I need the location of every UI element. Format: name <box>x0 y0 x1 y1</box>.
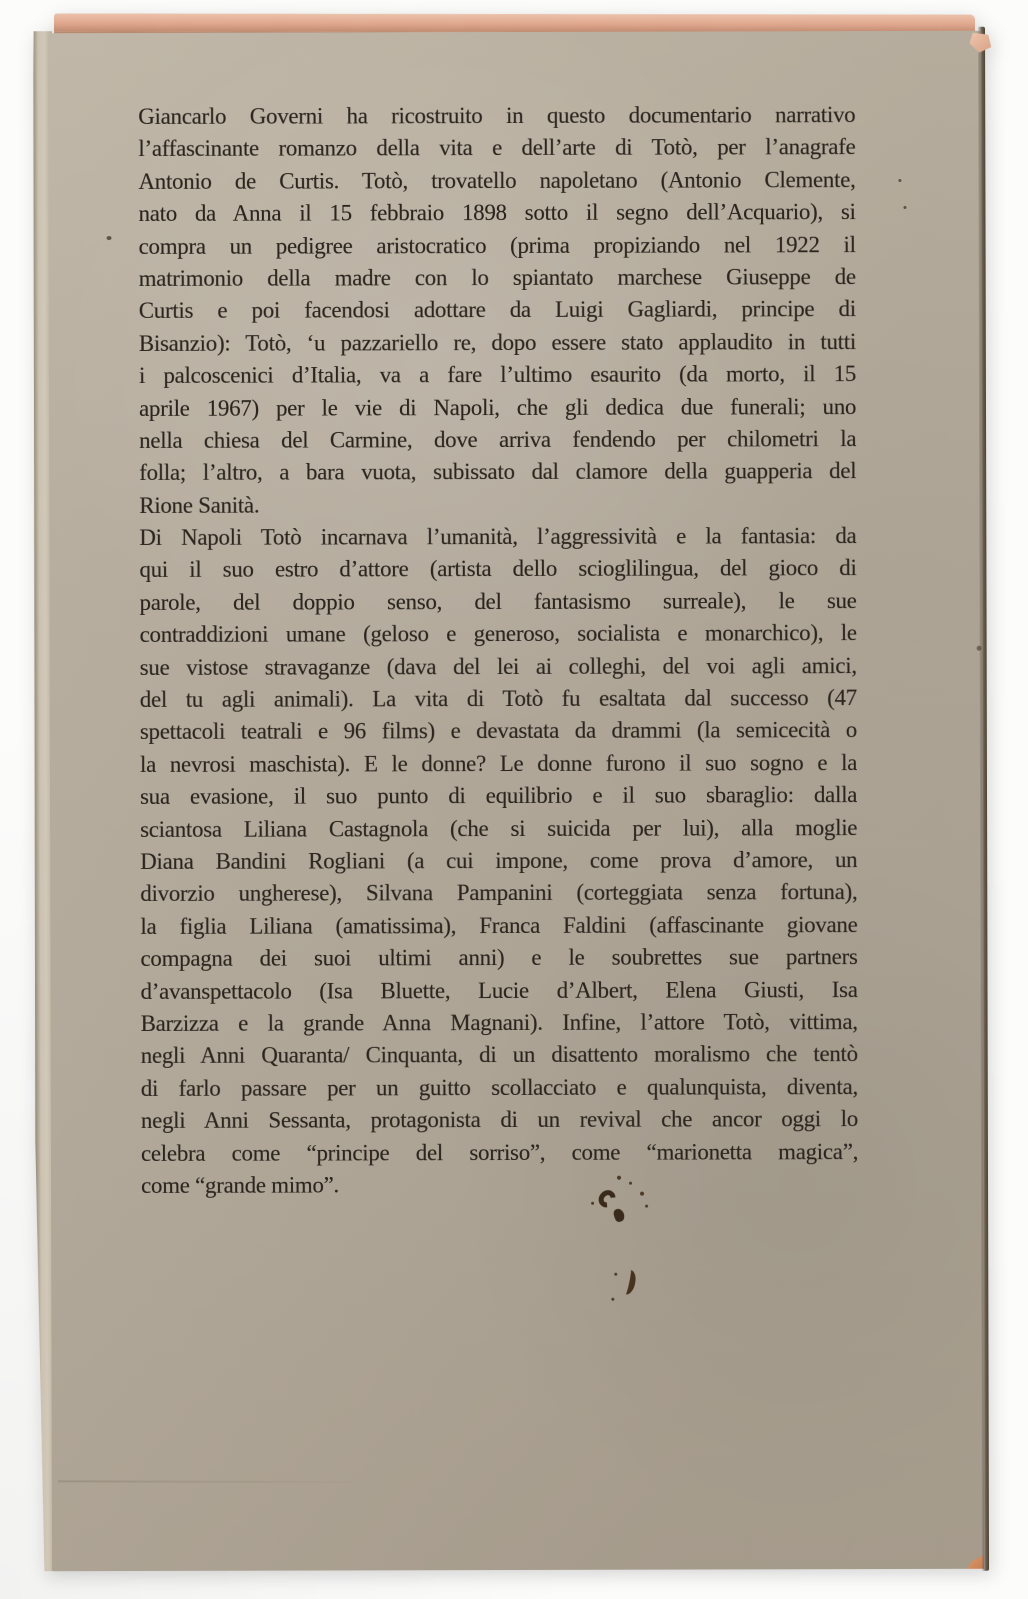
blurb-line: di farlo passare per un guitto scollacciato e qualunquista, diventa, <box>140 1073 858 1102</box>
blurb-line: sciantosa Liliana Castagnola (che si suicida per lui), alla moglie <box>140 814 858 843</box>
blurb-line: la nevrosi maschista). E le donne? Le donne furono il suo sogno e la <box>139 749 858 778</box>
blurb-line: d’avanspettacolo (Isa Bluette, Lucie d’Albert, Elena Giusti, Isa <box>140 976 858 1005</box>
blurb-line: Di Napoli Totò incarnava l’umanità, l’aggressività e la fantasia: da <box>139 523 857 552</box>
cover-crease <box>58 1480 388 1483</box>
blurb-line: contraddizioni umane (geloso e generoso, socialista e monarchico), le <box>139 620 857 649</box>
blurb-line: Bisanzio): Totò, ‘u pazzariello re, dopo essere stato applaudito in tutti <box>138 328 856 357</box>
blurb-line: compra un pedigree aristocratico (prima propiziando nel 1922 il <box>138 231 856 260</box>
blurb-line: Giancarlo Governi ha ricostruito in questo documentario narrativo <box>138 102 856 130</box>
blurb-line: Rione Sanità. <box>139 492 260 519</box>
blurb-line: la figlia Liliana (amatissima), Franca Faldini (affascinante giovane <box>140 911 858 940</box>
blurb-line: nato da Anna il 15 febbraio 1898 sotto il segno dell’Acquario), si <box>138 199 856 228</box>
blurb-line: divorzio ungherese), Silvana Pampanini (corteggiata senza fortuna), <box>140 879 858 908</box>
ink-speck <box>640 1192 644 1196</box>
blurb-line: nella chiesa del Carmine, dove arriva fendendo per chilometri la <box>139 426 857 454</box>
ink-speck <box>629 1182 632 1185</box>
blurb-line: l’affascinante romanzo della vita e dell’arte di Totò, per l’anagrafe <box>138 134 856 163</box>
blurb-line: sue vistose stravaganze (dava del lei ai colleghi, del voi agli amici, <box>139 652 857 681</box>
blurb-line: sua evasione, il suo punto di equilibrio e il suo sbaraglio: dalla <box>139 782 858 811</box>
blurb-line: Antonio de Curtis. Totò, trovatello napoletano (Antonio Clemente, <box>138 166 856 195</box>
blurb-line: celebra come “principe del sorriso”, come “marionetta magica”, <box>140 1138 859 1167</box>
blurb-line: Diana Bandini Rogliani (a cui impone, come prova d’amore, un <box>140 847 858 875</box>
blurb-line: come “grande mimo”. <box>140 1172 339 1199</box>
cover-surface <box>48 31 984 1571</box>
blurb-line: matrimonio della madre con lo spiantato marchese Giuseppe de <box>138 264 856 292</box>
book-back-cover <box>32 9 992 1573</box>
ink-speck <box>645 1205 648 1208</box>
blurb-line: del tu agli animali). La vita di Totò fu esaltata dal successo (47 <box>139 685 857 714</box>
ink-stain <box>612 1207 626 1222</box>
paper-fleck <box>107 236 112 240</box>
ink-speck <box>617 1176 621 1180</box>
blurb-line: i palcoscenici d’Italia, va a fare l’ultimo esaurito (da morto, il 15 <box>138 361 857 390</box>
blurb-line: compagna dei suoi ultimi anni) e le soubrettes sue partners <box>140 944 858 973</box>
ink-speck <box>614 1273 617 1276</box>
blurb-paragraph-2 <box>139 520 858 1202</box>
blurb-line: folla; l’altro, a bara vuota, subissato dal clamore della guapperia del <box>139 458 857 487</box>
blurb-paragraph-1 <box>138 99 856 522</box>
ink-speck <box>611 1298 614 1301</box>
ink-stain-crescent <box>619 1269 638 1296</box>
blurb-line: negli Anni Sessanta, protagonista di un revival che ancor oggi lo <box>140 1106 858 1135</box>
ink-speck <box>591 1202 594 1205</box>
blurb <box>138 99 858 1202</box>
paper-fleck <box>898 179 901 182</box>
blurb-line: spettacoli teatrali e 96 films) e devastata da drammi (la semicecità o <box>139 717 857 746</box>
paper-fleck <box>903 206 906 209</box>
blurb-line: aprile 1967) per le vie di Napoli, che gli dedica due funerali; uno <box>138 393 857 422</box>
blurb-line: Curtis e poi facendosi adottare da Luigi Gagliardi, principe di <box>138 296 856 325</box>
blurb-line: qui il suo estro d’attore (artista dello scioglilingua, del gioco di <box>139 555 857 584</box>
blurb-line: Barzizza e la grande Anna Magnani). Infine, l’attore Totò, vittima, <box>140 1009 858 1037</box>
blurb-line: negli Anni Quaranta/ Cinquanta, di un disattento moralismo che tentò <box>140 1041 858 1070</box>
blurb-line: parole, del doppio senso, del fantasismo surreale), le sue <box>139 587 857 616</box>
